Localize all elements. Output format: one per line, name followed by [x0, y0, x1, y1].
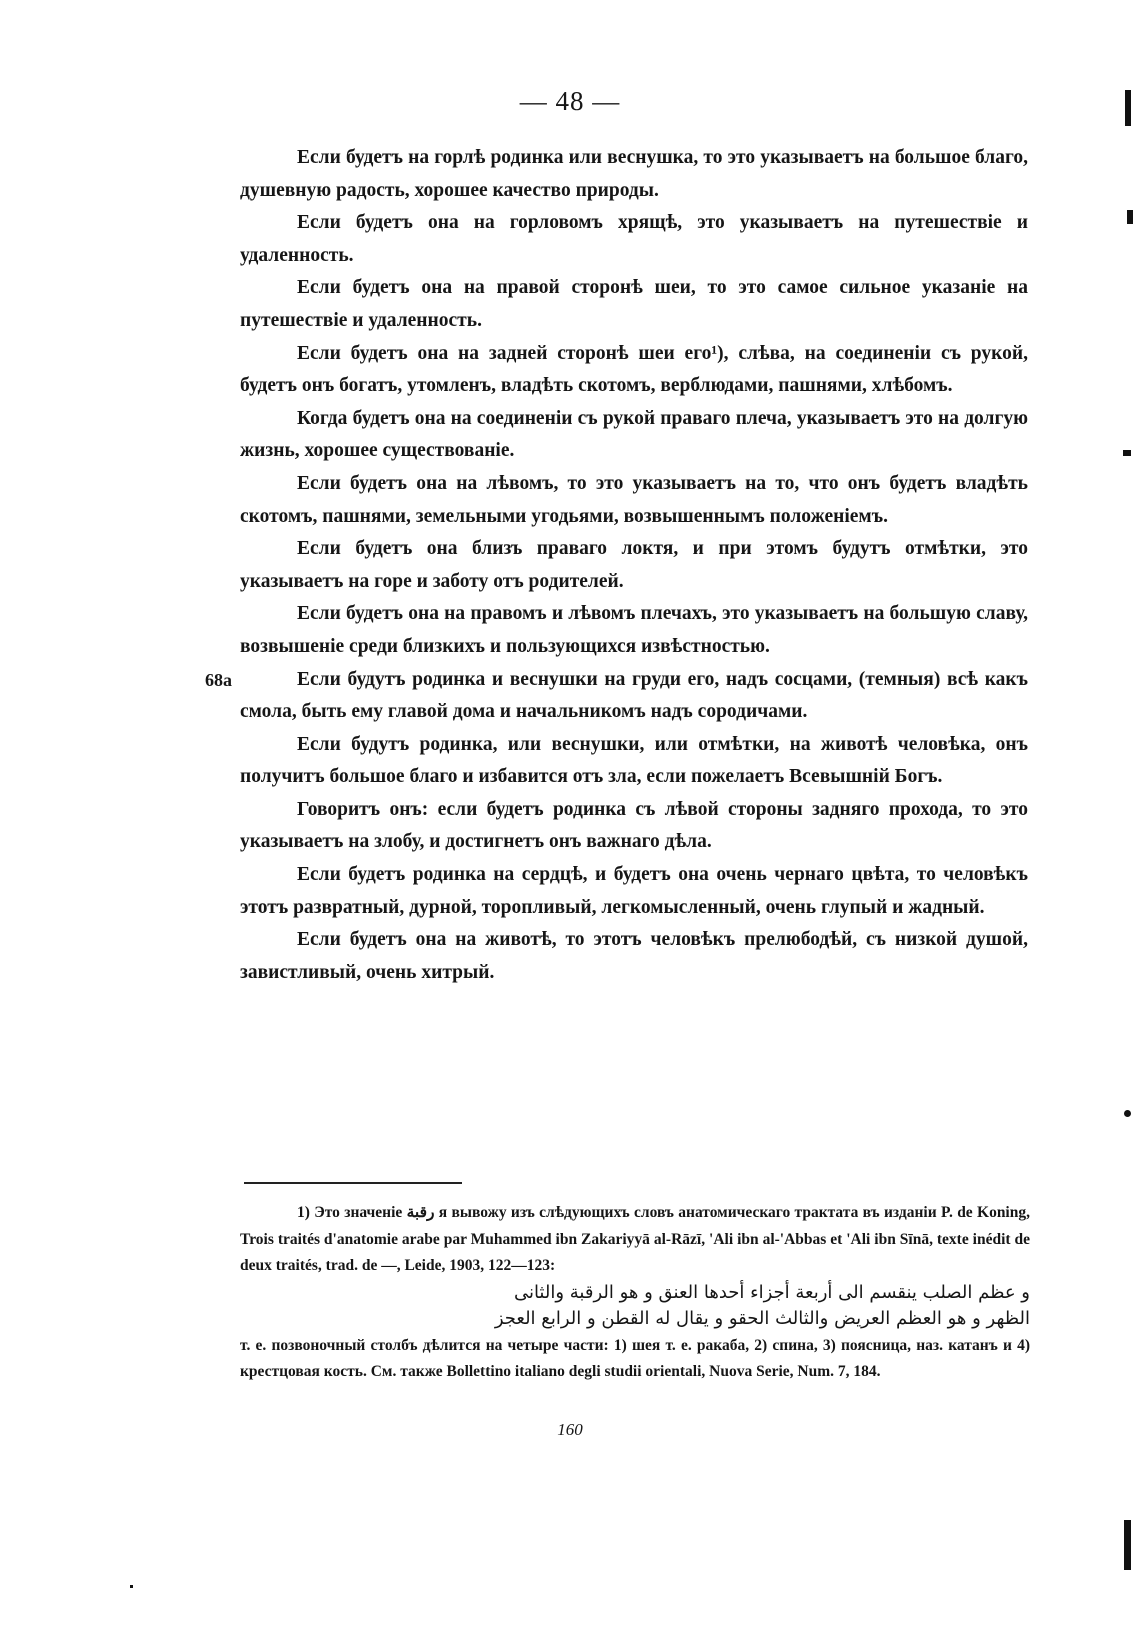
footnote — [240, 1200, 1030, 1386]
folio-number: 160 — [557, 1420, 583, 1439]
paragraph: Если будетъ родинка на сердцѣ, и будетъ она очень чернаго цвѣта, то человѣкъ этотъ развратный, дурной, торопливый, легкомысленный, очень глупый и жадный. — [240, 864, 1028, 918]
page-number: — 48 — — [519, 86, 621, 116]
scan-edge-mark — [1124, 1520, 1131, 1570]
paragraph: Если будутъ родинка и веснушки на груди его, надъ сосцами, (темныя) всѣ какъ смола, быть ему главой дома и начальникомъ надъ сородичами. — [240, 668, 1028, 723]
scan-edge-mark — [1124, 1110, 1131, 1117]
paragraph: Если будетъ она на правой сторонѣ шеи, то это самое сильное указаніе на путешествіе и удаленность. — [240, 277, 1028, 331]
margin-note: 68a — [205, 670, 232, 690]
paragraph: Если будетъ она на горловомъ хрящѣ, это указываетъ на путешествіе и удаленность. — [240, 212, 1028, 266]
footnote-arabic-line-2 — [240, 1306, 1030, 1333]
footnote-tail: т. е. позвоночный столбъ дѣлится на четыре части: 1) шея т. е. ракаба, 2) спина, 3) поясница, наз. катанъ и 4) крестцовая кость. См. также Bollettino italiano degli studii orientali, Nuova Serie, Num. 7, 184. — [240, 1336, 1030, 1380]
paragraph: Когда будетъ она на соединеніи съ рукой праваго плеча, указываетъ это на долгую жизнь, хорошее существованіе. — [240, 407, 1028, 462]
footnote-arabic-line-1: و عظم الصلب ينقسم الى أربعة أجزاء أحدها العنق و هو الرقبة والثانى — [513, 1281, 1030, 1303]
scan-edge-mark — [1123, 450, 1131, 456]
paragraph: Если будетъ она на лѣвомъ, то это указываетъ на то, что онъ будетъ владѣть скотомъ, пашнями, земельными угодьями, возвышеннымъ положеніемъ. — [240, 472, 1028, 527]
scan-edge-mark — [1125, 90, 1131, 126]
footnote-arabic-text: الظهر و هو العظم العريض والثالث الحقو و يقال له القطن و الرابع العجز — [494, 1308, 1030, 1329]
body-text — [240, 142, 1028, 989]
scan-speck — [130, 1585, 133, 1588]
paragraph: Если будетъ она на животѣ, то этотъ человѣкъ прелюбодѣй, съ низкой душой, завистливый, очень хитрый. — [240, 929, 1028, 983]
paragraph: Если будетъ она близъ праваго локтя, и при этомъ будутъ отмѣтки, это указываетъ на горе и заботу отъ родителей. — [240, 538, 1028, 592]
footnote-text: 1) Это значеніе رقبة я вывожу изъ слѣдующихъ словъ анатомическаго трактата въ изданіи P. de Koning, Trois traités d'anatomie arabe par Muhammed ibn Zakariyyā al-Rāzī, 'Ali ibn al-'Abbas et 'Ali ibn Sīnā, texte inédit de deux traités, trad. de —, Leide, 1903, 122—123: — [240, 1204, 1030, 1274]
paragraph: Говоритъ онъ: если будетъ родинка съ лѣвой стороны задняго прохода, то это указываетъ на злобу, и достигнетъ онъ важнаго дѣла. — [240, 798, 1028, 853]
scan-edge-mark — [1127, 210, 1133, 224]
footnote-rule — [244, 1182, 462, 1184]
paragraph: Если будутъ родинка, или веснушки, или отмѣтки, на животѣ человѣка, онъ получитъ большое благо и избавится отъ зла, если пожелаетъ Всевышній Богъ. — [240, 733, 1028, 788]
paragraph: Если будетъ она на задней сторонѣ шеи его¹), слѣва, на соединеніи съ рукой, будетъ онъ богатъ, утомленъ, владѣть скотомъ, верблюдами, пашнями, хлѣбомъ. — [240, 342, 1028, 397]
paragraph: Если будетъ она на правомъ и лѣвомъ плечахъ, это указываетъ на большую славу, возвышеніе среди близкихъ и пользующихся извѣстностью. — [240, 603, 1028, 657]
paragraph: Если будетъ на горлѣ родинка или веснушка, то это указываетъ на большое благо, душевную радость, хорошее качество природы. — [240, 147, 1028, 201]
